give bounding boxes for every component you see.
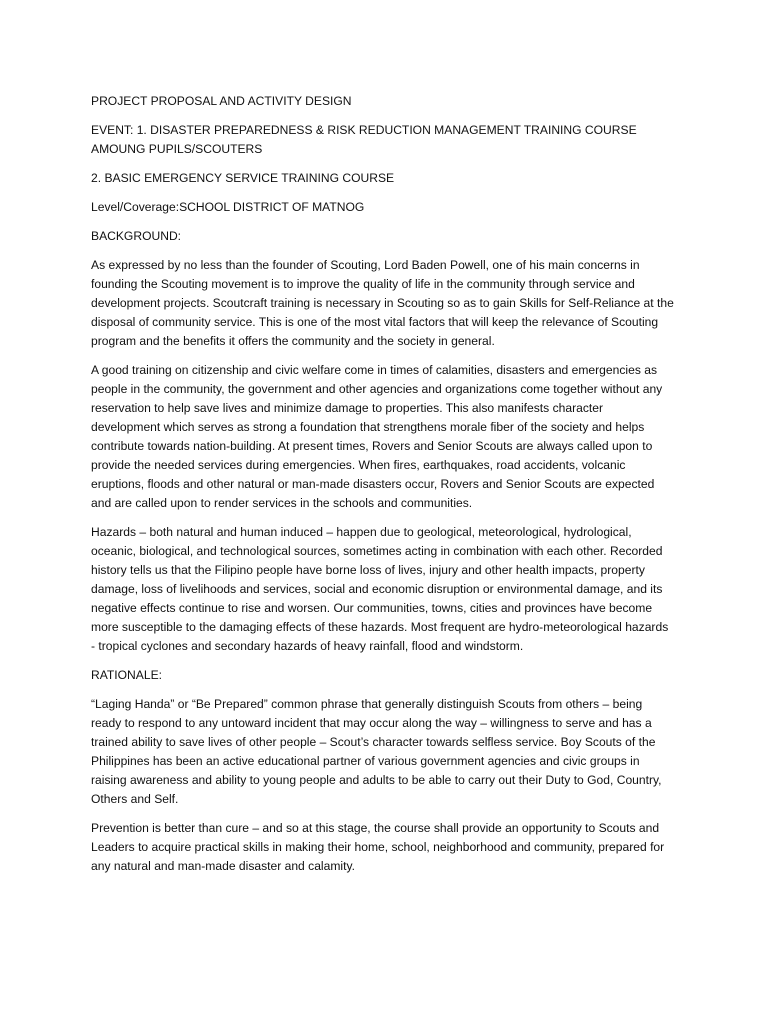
background-paragraph-2: A good training on citizenship and civic welfare come in times of calamities, disasters and emergencies as people in the community, the government and other agencies and organizations come together without any reservation to help save lives and minimize damage to properties. This also manifests character development which serves as strong a foundation that strengthens morale fiber of the society and helps contribute towards nation-building. At present times, Rovers and Senior Scouts are always called upon to provide the needed services during emergencies. When fires, earthquakes, road accidents, volcanic eruptions, floods and other natural or man-made disasters occur, Rovers and Senior Scouts are expected and are called upon to render services in the schools and communities. xyxy=(91,363,663,510)
document-title: PROJECT PROPOSAL AND ACTIVITY DESIGN xyxy=(91,94,352,108)
background-paragraph-3: Hazards – both natural and human induced – happen due to geological, meteorological, hydrological, oceanic, biological, and technological sources, sometimes acting in combination with each other. Recorded history tells us that the Filipino people have borne loss of lives, injury and other health impacts, property damage, loss of livelihoods and services, social and economic disruption or environmental damage, and its negative effects continue to rise and worsen. Our communities, towns, cities and provinces have become more susceptible to the damaging effects of these hazards. Most frequent are hydro-meteorological hazards - tropical cyclones and secondary hazards of heavy rainfall, flood and windstorm. xyxy=(91,525,669,653)
rationale-paragraph-2: Prevention is better than cure – and so at this stage, the course shall provide an opportunity to Scouts and Leaders to acquire practical skills in making their home, school, neighborhood and community, prepared for any natural and man-made disaster and calamity. xyxy=(91,821,665,873)
background-heading: BACKGROUND: xyxy=(91,229,182,243)
document-body xyxy=(91,92,675,886)
rationale-paragraph-1: “Laging Handa” or “Be Prepared” common phrase that generally distinguish Scouts from others – being ready to respond to any untoward incident that may occur along the way – willingness to serve and has a trained ability to save lives of other people – Scout’s character towards selfless service. Boy Scouts of the Philippines has been an active educational partner of various government agencies and civic groups in raising awareness and ability to young people and adults to be able to carry out their Duty to God, Country, Others and Self. xyxy=(91,697,662,806)
rationale-heading: RATIONALE: xyxy=(91,668,163,682)
event-2-line: 2. BASIC EMERGENCY SERVICE TRAINING COURSE xyxy=(91,171,395,185)
level-coverage-line: Level/Coverage:SCHOOL DISTRICT OF MATNOG xyxy=(91,200,365,214)
background-paragraph-1: As expressed by no less than the founder of Scouting, Lord Baden Powell, one of his main concerns in founding the Scouting movement is to improve the quality of life in the community through service and development projects. Scoutcraft training is necessary in Scouting so as to gain Skills for Self-Reliance at the disposal of community service. This is one of the most vital factors that will keep the relevance of Scouting program and the benefits it offers the community and the society in general. xyxy=(91,258,674,348)
event-line: EVENT: 1. DISASTER PREPAREDNESS & RISK REDUCTION MANAGEMENT TRAINING COURSE AMOUNG PUPILS/SCOUTERS xyxy=(91,123,637,156)
